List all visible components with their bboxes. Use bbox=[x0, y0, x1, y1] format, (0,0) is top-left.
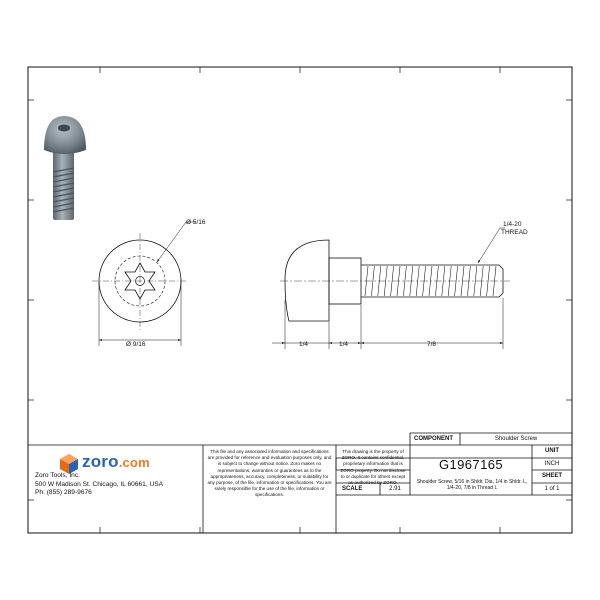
sheet-value: 1 of 1 bbox=[544, 486, 560, 492]
component-label: COMPONENT bbox=[414, 436, 453, 442]
company-address bbox=[35, 472, 200, 498]
screw-head-profile bbox=[285, 240, 329, 321]
zoro-logo-cube bbox=[60, 454, 78, 474]
shoulder-length-label: 1/4 bbox=[339, 341, 349, 348]
sheet-label: SHEET bbox=[541, 473, 562, 479]
drive-size-label: Ø 5/16 bbox=[186, 219, 206, 226]
part-number: G1967165 bbox=[439, 457, 503, 472]
address-line2: 500 W Madison St. Chicago, IL 60661, USA bbox=[35, 480, 164, 488]
brand-main: zoro bbox=[82, 452, 119, 471]
screw-end-view bbox=[92, 233, 188, 330]
scale-value: 2.91 bbox=[389, 486, 401, 492]
disclaimer-text: This file and any associated information and specifications are provided for reference and evaluation purposes only, and is subject to change without notice. Zoro makes no representations, warranties or guarantees as to the appropriateness, accuracy, completeness, or suitability for any purpose, of the file, information or specifications. You are solely responsible for the use of the file, information or specifications. bbox=[207, 449, 332, 498]
property-notice: This drawing is the property of ZORO. It contains confidential, proprietary information that is ZORO property. Do not disclose to or duplicate for others except as authorized by ZORO. bbox=[340, 449, 406, 486]
brand-wordmark bbox=[82, 452, 150, 472]
address-line3: Ph: (855) 289-9676 bbox=[35, 489, 92, 497]
brand-suffix: .com bbox=[118, 455, 150, 470]
address-line1: Zoro Tools, Inc. bbox=[35, 472, 80, 479]
screw-3d-view bbox=[44, 116, 86, 220]
head-diameter-label: Ø 9/16 bbox=[126, 341, 146, 348]
thread-spec-line1: 1/4-20 bbox=[503, 221, 522, 228]
head-height-label: 1/4 bbox=[299, 341, 309, 348]
thread-spec-line2: THREAD bbox=[501, 229, 528, 236]
side-view-dimensions bbox=[272, 228, 505, 349]
unit-value: INCH bbox=[544, 461, 560, 467]
component-value: Shoulder Screw bbox=[494, 436, 538, 442]
thread-length-label: 7/8 bbox=[427, 341, 437, 348]
unit-label: UNIT bbox=[545, 448, 559, 454]
scale-label: SCALE bbox=[342, 486, 363, 492]
part-description: Shoulder Screw, 5/16 in Shldr. Dia, 1/4 in Shldr. L, 1/4-20, 7/8 in Thread L bbox=[416, 479, 528, 492]
